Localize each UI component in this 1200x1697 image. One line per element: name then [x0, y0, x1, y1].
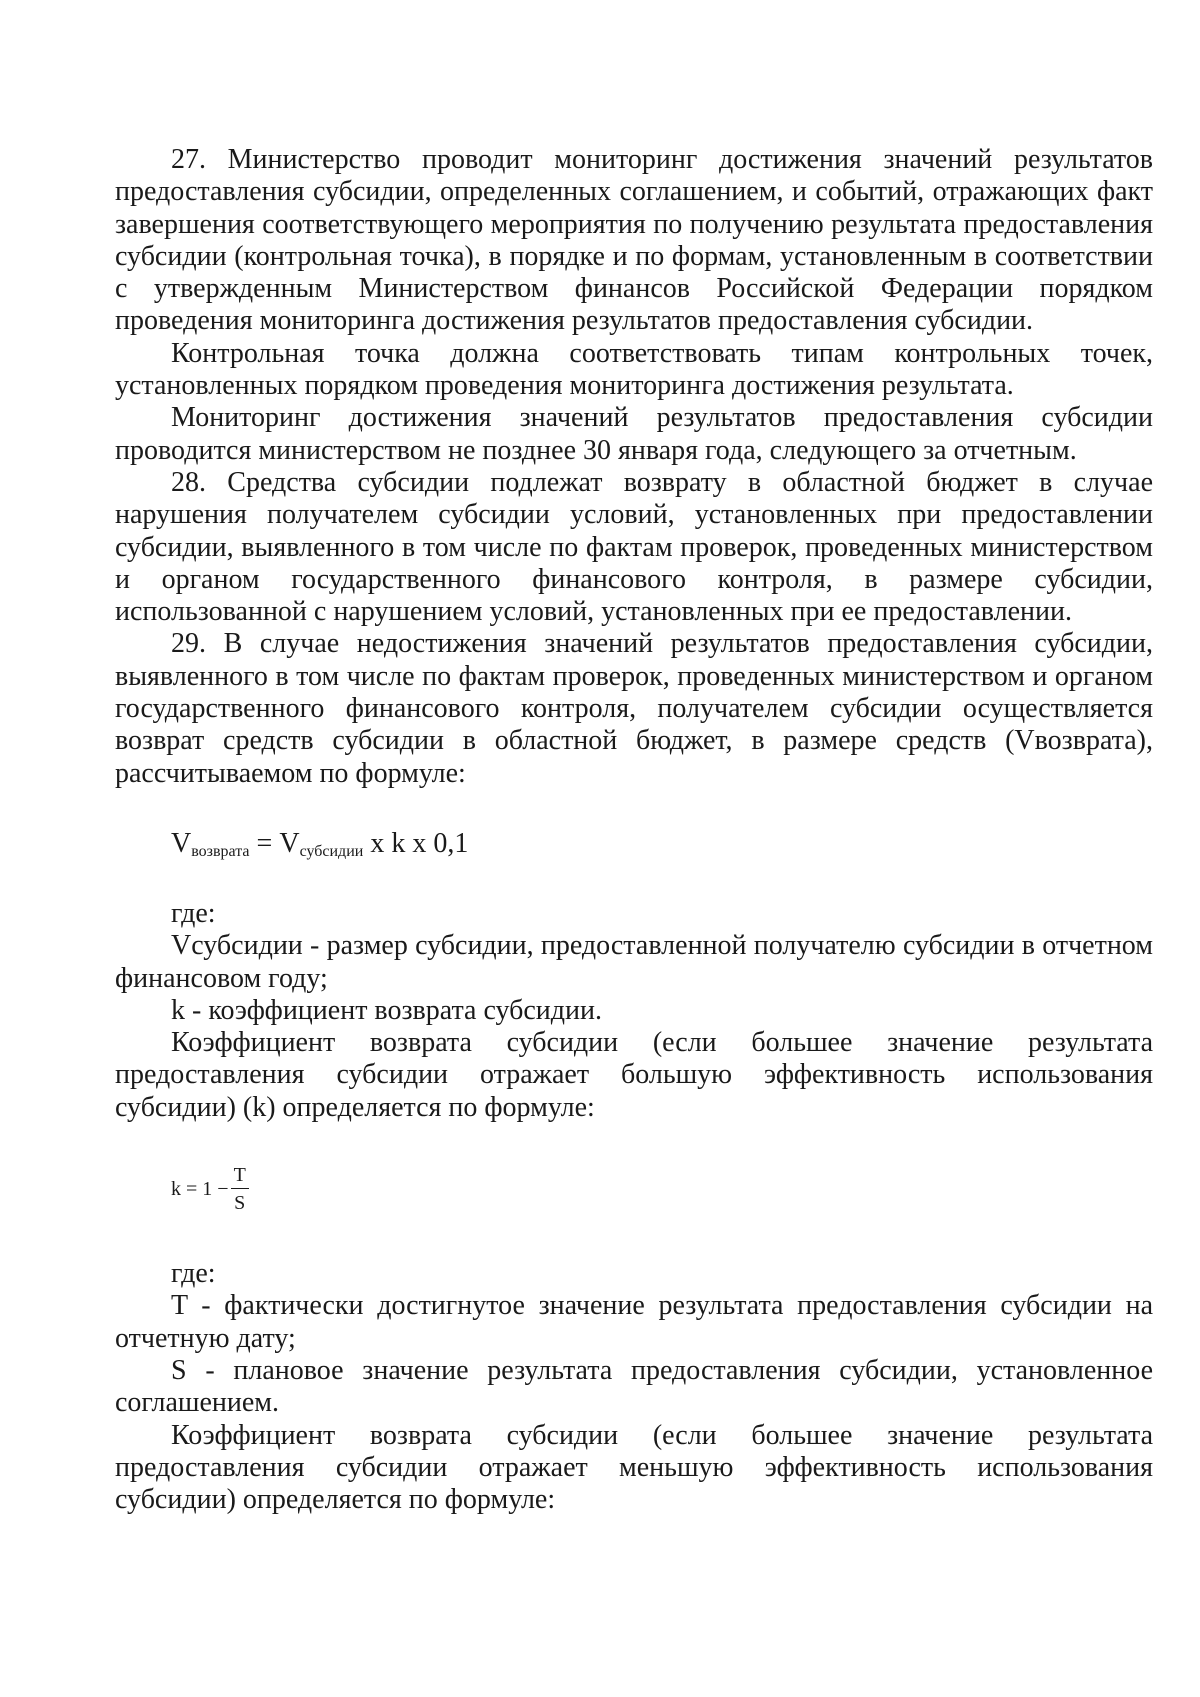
formula-k-fraction [231, 1164, 249, 1214]
where-label-2: где: [171, 1258, 216, 1290]
paragraph-k-definition: k - коэффициент возврата субсидии. [171, 994, 603, 1026]
formula-refund-sub2: субсидии [299, 842, 364, 860]
formula-refund-v1: V [171, 827, 192, 859]
paragraph-k-formula-intro: Коэффициент возврата субсидии (если большее значение результата предоставления субсидии отражает большую эффективность использования субсидии) (k) определяется по формуле: [115, 1027, 1153, 1123]
formula-refund-eq: = [249, 827, 280, 859]
formula-refund-rest: x k x 0,1 [363, 827, 469, 859]
paragraph-s-definition: S - плановое значение результата предоставления субсидии, установленное соглашением. [115, 1354, 1153, 1419]
paragraph-27: 27. Министерство проводит мониторинг достижения значений результатов предоставления субсидии, определенных соглашением, и событий, отражающих факт завершения соответствующего мероприятия по получению результата предоставления субсидии (контрольная точка), в порядке и по формам, установленным в соответствии с утвержденным Министерством финансов Российской Федерации порядком проведения мониторинга достижения результатов предоставления субсидии. [115, 144, 1153, 337]
document-body [115, 144, 1153, 1516]
paragraph-monitoring-deadline: Мониторинг достижения значений результатов предоставления субсидии проводится министерством не позднее 30 января года, следующего за отчетным. [115, 402, 1153, 466]
paragraph-29: 29. В случае недостижения значений результатов предоставления субсидии, выявленного в том числе по фактам проверок, проведенных министерством и органом государственного финансового контроля, получателем субсидии осуществляется возврат средств субсидии в областной бюджет, в размере средств (Vвозврата), рассчитываемом по формуле: [115, 628, 1153, 789]
formula-coefficient-k [115, 1154, 1153, 1224]
formula-refund-sub1: возврата [191, 842, 250, 860]
formula-k-numerator: T [231, 1164, 249, 1189]
paragraph-k-formula-intro-2: Коэффициент возврата субсидии (если большее значение результата предоставления субсидии отражает меньшую эффективность использования субсидии) определяется по формуле: [115, 1419, 1153, 1516]
formula-refund-v2: V [279, 827, 300, 859]
paragraph-t-definition: T - фактически достигнутое значение результата предоставления субсидии на отчетную дату; [115, 1290, 1153, 1354]
formula-k-denominator: S [234, 1192, 246, 1215]
formula-k-lhs: k = 1 − [171, 1178, 229, 1201]
formula-refund-amount [115, 828, 1153, 860]
paragraph-control-point: Контрольная точка должна соответствовать типам контрольных точек, установленных порядком проведения мониторинга достижения результата. [115, 337, 1153, 402]
paragraph-v-subsidy-definition: Vсубсидии - размер субсидии, предоставленной получателю субсидии в отчетном финансовом году; [115, 930, 1153, 994]
where-label-1: где: [171, 897, 216, 929]
paragraph-28: 28. Средства субсидии подлежат возврату в областной бюджет в случае нарушения получателем субсидии условий, установленных при предоставлении субсидии, выявленного в том числе по фактам проверок, проведенных министерством и органом государственного финансового контроля, в размере субсидии, использованной с нарушением условий, установленных при ее предоставлении. [115, 466, 1153, 628]
